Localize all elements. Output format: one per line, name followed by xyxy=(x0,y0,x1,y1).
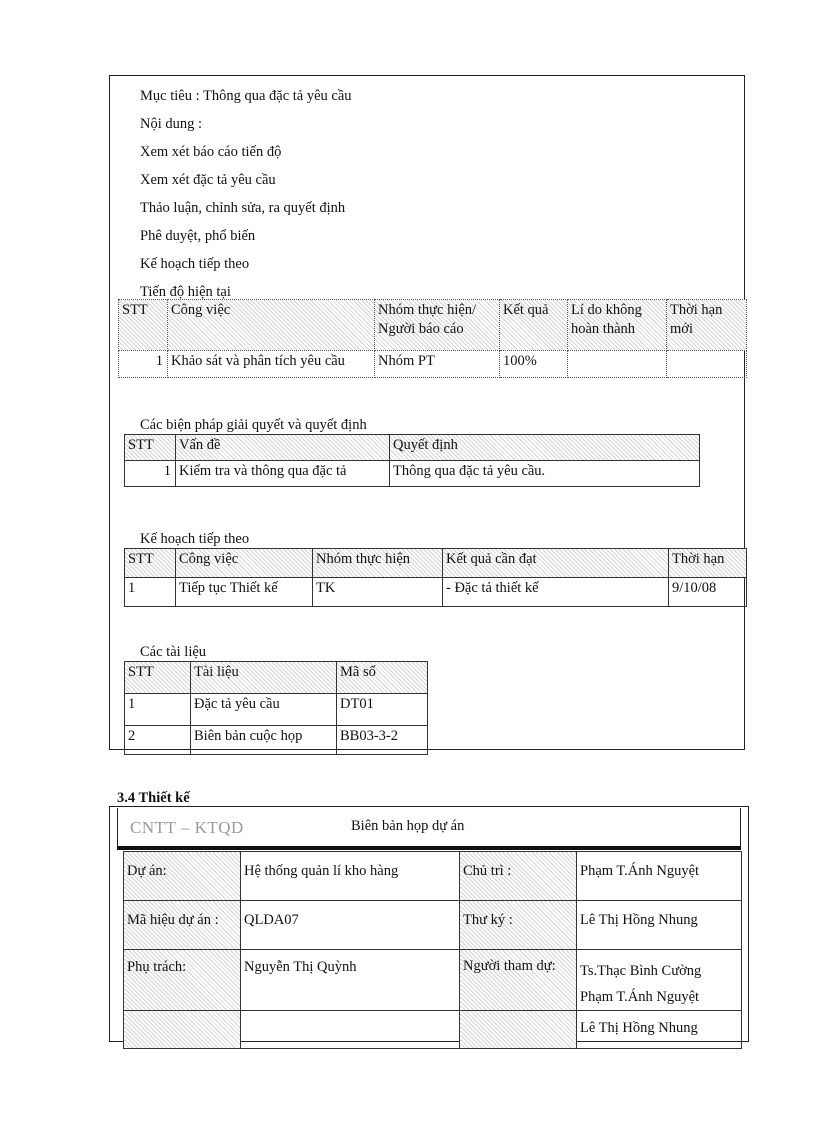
empty-cell xyxy=(241,1011,460,1049)
header-cell: STT xyxy=(119,300,168,351)
progress-title: Tiến độ hiện tại xyxy=(140,284,231,300)
secretary-label: Thư ký : xyxy=(460,901,577,950)
cell: Khảo sát và phân tích yêu cầu xyxy=(168,351,375,378)
cell: 1 xyxy=(125,694,191,726)
agenda-item: Phê duyệt, phổ biến xyxy=(140,228,256,244)
cell: BB03-3-2 xyxy=(337,726,428,755)
table-row xyxy=(124,852,742,901)
table-header-row xyxy=(125,435,700,461)
table-row xyxy=(125,578,747,607)
decisions-table xyxy=(124,434,700,487)
header-cell: STT xyxy=(125,435,176,461)
table-header-row xyxy=(125,549,747,578)
table-row xyxy=(124,1011,742,1049)
cell: 1 xyxy=(125,461,176,487)
project-info-table xyxy=(123,851,742,1049)
agenda-item: Xem xét đặc tả yêu cầu xyxy=(140,172,276,188)
documents-table xyxy=(124,661,428,755)
header-cell: Lí do không hoàn thành xyxy=(568,300,667,351)
plan-title: Kế hoạch tiếp theo xyxy=(140,531,250,547)
cell: TK xyxy=(313,578,443,607)
agenda-item: Kế hoạch tiếp theo xyxy=(140,256,250,272)
cell: - Đặc tả thiết kế xyxy=(443,578,669,607)
cell xyxy=(568,351,667,378)
cell: Biên bản cuộc họp xyxy=(191,726,337,755)
table-header-row xyxy=(125,662,428,694)
cell: 2 xyxy=(125,726,191,755)
cell: 1 xyxy=(125,578,176,607)
progress-table xyxy=(118,299,747,378)
cell: Kiểm tra và thông qua đặc tả xyxy=(176,461,390,487)
section-heading: 3.4 Thiết kế xyxy=(117,790,190,806)
org-logo-text: CNTT – KTQD xyxy=(130,818,244,837)
header-cell: STT xyxy=(125,662,191,694)
table-row xyxy=(125,694,428,726)
content-label: Nội dung : xyxy=(140,116,203,132)
agenda-item: Xem xét báo cáo tiến độ xyxy=(140,144,282,160)
table-row xyxy=(124,901,742,950)
cell: 9/10/08 xyxy=(669,578,747,607)
attendees-label: Người tham dự: xyxy=(460,950,577,1011)
header-cell: Thời hạn xyxy=(669,549,747,578)
project-code-label: Mã hiệu dự án : xyxy=(124,901,241,950)
chair-value: Phạm T.Ánh Nguyệt xyxy=(577,852,742,901)
header-cell: Kết quả xyxy=(500,300,568,351)
manager-label: Phụ trách: xyxy=(124,950,241,1011)
header-cell: Kết quả cần đạt xyxy=(443,549,669,578)
header-cell: Tài liệu xyxy=(191,662,337,694)
header-cell: Vấn đề xyxy=(176,435,390,461)
cell: Nhóm PT xyxy=(375,351,500,378)
agenda-item: Thảo luận, chỉnh sửa, ra quyết định xyxy=(140,200,346,216)
header-divider xyxy=(117,846,741,850)
cell: Tiếp tục Thiết kế xyxy=(176,578,313,607)
header-cell: Công việc xyxy=(168,300,375,351)
empty-cell xyxy=(460,1011,577,1049)
attendee: Lê Thị Hồng Nhung xyxy=(577,1011,742,1049)
cell: DT01 xyxy=(337,694,428,726)
card-title: Biên bản họp dự án xyxy=(351,818,465,834)
header-cell: Công việc xyxy=(176,549,313,578)
attendees-cell xyxy=(577,950,742,1011)
manager-value: Nguyễn Thị Quỳnh xyxy=(241,950,460,1011)
attendee: Phạm T.Ánh Nguyệt xyxy=(580,989,700,1005)
cell: Thông qua đặc tả yêu cầu. xyxy=(390,461,700,487)
secretary-value: Lê Thị Hồng Nhung xyxy=(577,901,742,950)
project-label: Dự án: xyxy=(124,852,241,901)
table-row xyxy=(125,461,700,487)
project-code-value: QLDA07 xyxy=(241,901,460,950)
header-cell: Mã số xyxy=(337,662,428,694)
objective-line: Mục tiêu : Thông qua đặc tả yêu cầu xyxy=(140,88,352,104)
card-header xyxy=(117,808,741,846)
table-header-row xyxy=(119,300,747,351)
attendee: Ts.Thạc Bình Cường xyxy=(580,963,702,979)
cell: Đặc tả yêu cầu xyxy=(191,694,337,726)
chair-label: Chủ trì : xyxy=(460,852,577,901)
table-row xyxy=(124,950,742,1011)
empty-cell xyxy=(124,1011,241,1049)
header-cell: Quyết định xyxy=(390,435,700,461)
cell: 1 xyxy=(119,351,168,378)
cell: 100% xyxy=(500,351,568,378)
table-row xyxy=(119,351,747,378)
header-cell: STT xyxy=(125,549,176,578)
header-cell: Thời hạn mới xyxy=(667,300,747,351)
documents-title: Các tài liệu xyxy=(140,644,207,660)
header-cell: Nhóm thực hiện xyxy=(313,549,443,578)
project-value: Hệ thống quản lí kho hàng xyxy=(241,852,460,901)
header-cell: Nhóm thực hiện/ Người báo cáo xyxy=(375,300,500,351)
cell xyxy=(667,351,747,378)
table-row xyxy=(125,726,428,755)
plan-table xyxy=(124,548,747,607)
decisions-title: Các biện pháp giải quyết và quyết định xyxy=(140,417,367,433)
